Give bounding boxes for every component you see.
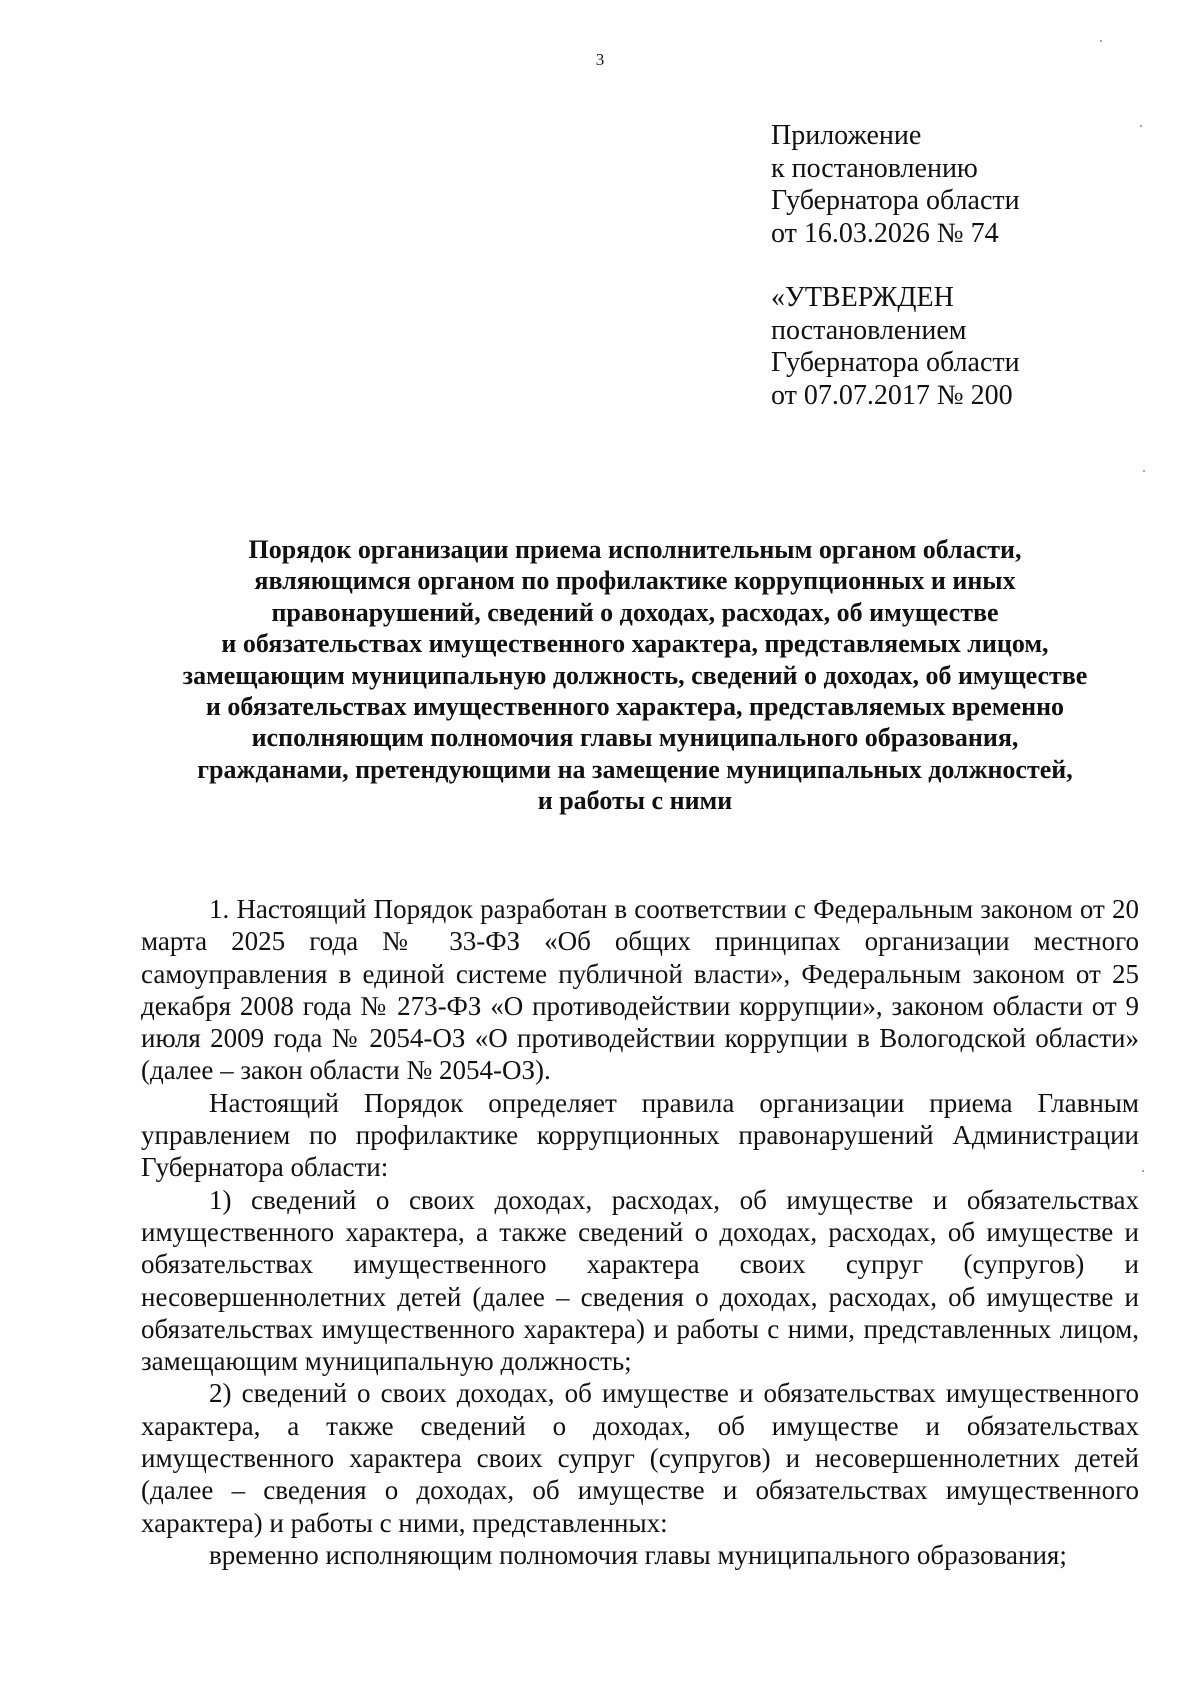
appendix-line: Приложение xyxy=(771,120,922,151)
page-number: 3 xyxy=(595,50,605,69)
title-line: и работы с ними xyxy=(537,786,733,816)
approved-line: постановлением xyxy=(771,314,967,346)
paragraph-acting-head: временно исполняющим полномочия главы муниципального образования; xyxy=(209,1539,1067,1570)
paragraph-subitem-1: 1) сведений о своих доходах, расходах, об имуществе и обязательствах имущественного характера, а также сведений о доходах, расходах, об имуществе и обязательствах имущественного характера своих супруг (супругов) и несовершеннолетних детей (далее – сведения о доходах, расходах, об имуществе и обязательствах имущественного характера) и работы с ними, представленных лицом, замещающим муниципальную должность; xyxy=(141,1184,1139,1377)
title-line: замещающим муниципальную должность, сведений о доходах, об имуществе xyxy=(182,660,1088,690)
title-line: правонарушений, сведений о доходах, расходах, об имуществе xyxy=(271,597,999,627)
paragraph-item-1-legal-basis: 1. Настоящий Порядок разработан в соответствии с Федеральным законом от 20 марта 2025 года № 33-ФЗ «Об общих принципах организации местного самоуправления в единой системе публичной власти», Федеральным законом от 25 декабря 2008 года № 273-ФЗ «О противодействии коррупции», законом области от 9 июля 2009 года № 2054-ОЗ «О противодействии коррупции в Вологодской области» (далее – закон области № 2054-ОЗ). xyxy=(141,894,1139,1086)
scan-speck xyxy=(1142,1170,1144,1172)
document-title xyxy=(140,534,1130,817)
approved-line: Губернатора области xyxy=(771,347,1020,378)
scan-speck xyxy=(1143,470,1145,472)
appendix-line: к постановлению xyxy=(771,152,978,184)
approved-block xyxy=(771,282,1171,412)
approved-line: «УТВЕРЖДЕН xyxy=(771,282,954,313)
appendix-block xyxy=(771,120,1171,250)
document-body xyxy=(141,893,1139,1571)
title-line: Порядок организации приема исполнительным органом области, xyxy=(248,535,1022,564)
paragraph-scope: Настоящий Порядок определяет правила организации приема Главным управлением по профилактике коррупционных правонарушений Администрации Губернатора области: xyxy=(141,1087,1139,1183)
scan-speck xyxy=(1140,125,1142,127)
scan-speck xyxy=(1100,40,1102,42)
appendix-line: от 16.03.2026 № 74 xyxy=(771,217,999,249)
title-line: являющимся органом по профилактике коррупционных и иных xyxy=(254,566,1016,596)
title-line: гражданами, претендующими на замещение муниципальных должностей, xyxy=(197,754,1073,784)
appendix-line: Губернатора области xyxy=(771,185,1020,216)
title-line: и обязательствах имущественного характера, представляемых временно xyxy=(205,692,1065,722)
title-line: исполняющим полномочия главы муниципального образования, xyxy=(251,723,1019,753)
approved-line: от 07.07.2017 № 200 xyxy=(771,379,1013,411)
title-line: и обязательствах имущественного характера, представляемых лицом, xyxy=(221,629,1049,659)
paragraph-subitem-2: 2) сведений о своих доходах, об имуществе и обязательствах имущественного характера, а также сведений о доходах, об имуществе и обязательствах имущественного характера своих супруг (супругов) и несовершеннолетних детей (далее – сведения о доходах, об имуществе и обязательствах имущественного характера) и работы с ними, представленных: xyxy=(141,1378,1139,1538)
